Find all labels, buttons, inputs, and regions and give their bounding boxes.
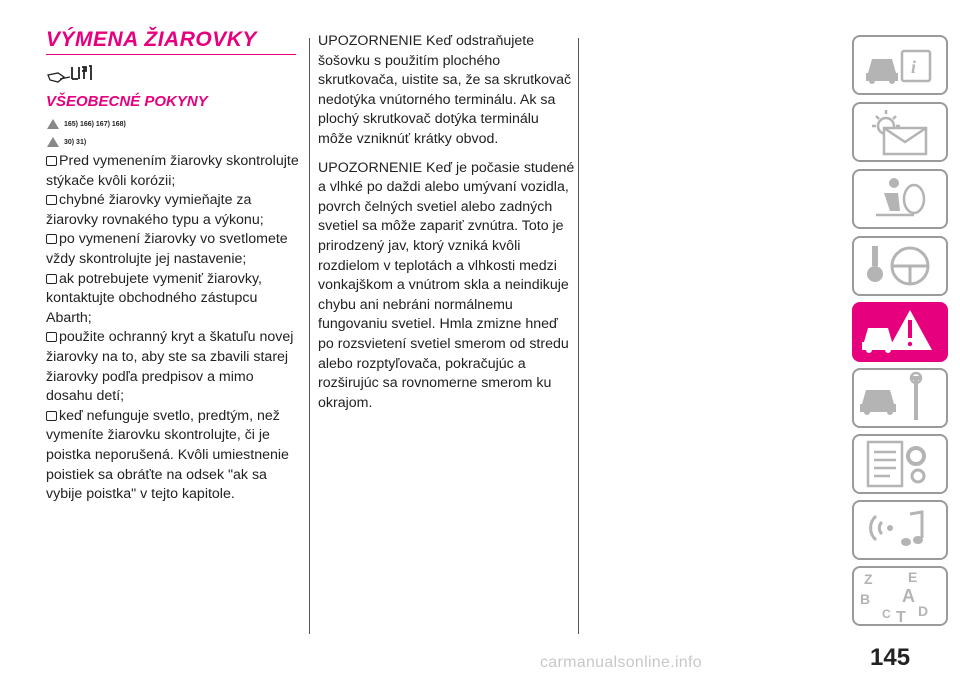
list-item: použite ochranný kryt a škatuľu novej žiarovky na to, aby ste sa zbavili starej žiarovky podľa predpisov a mimo dosahu detí;	[46, 329, 294, 405]
notice-paragraph: UPOZORNENIE Keď odstraňujete šošovku s použitím plochého skrutkovača, uistite sa, že sa skrutkovač nedotýka vnútorného terminálu. Ak sa plochý skrutkovač dotýka terminálu môže vzniknúť krátky obvod.	[318, 33, 572, 147]
svg-text:i: i	[911, 57, 917, 77]
index-letter: C	[882, 607, 891, 621]
tab-technical-data[interactable]	[852, 434, 948, 494]
car-maintenance-icon	[854, 370, 946, 426]
list-item: ak potrebujete vymeniť žiarovky, kontaktujte obchodného zástupcu Abarth;	[46, 270, 262, 326]
tab-warning-lights[interactable]	[852, 102, 948, 162]
column-divider	[309, 38, 310, 634]
caution-refs: 30) 31)	[64, 138, 87, 146]
index-letter: D	[918, 603, 929, 619]
right-column	[318, 32, 576, 422]
car-emergency-icon	[854, 304, 946, 360]
tab-in-an-emergency[interactable]	[852, 302, 948, 362]
key-steering-icon	[854, 238, 946, 294]
warning-triangle-icon	[46, 118, 60, 130]
alphabetical-index-icon	[854, 568, 946, 624]
checkbox-bullet-icon	[46, 234, 57, 244]
notice-paragraph: UPOZORNENIE Keď je počasie studené a vlhké po daždi alebo umývaní vozidla, povrch čelných svetiel alebo zadných svetiel sa môže zapariť zvnútra. Toto je prirodzený jav, ktorý vzniká kvôli rozdielom v teplotách a vlhkosti medzi vonkajškom a vnútrom skla a neindikuje chybu ani nebráni normálnemu fungovaniu svetiel. Hmla zmizne hneď po rozsvietení svetiel smerom od stredu alebo rozptyľovača, pokračujúc a rozširujúc sa rovnomerne smerom ku okrajom.	[318, 159, 575, 411]
index-letter: Z	[864, 571, 873, 587]
checkbox-bullet-icon	[46, 195, 57, 205]
warning-lights-icon	[854, 104, 946, 160]
index-letter: E	[908, 569, 918, 585]
watermark: carmanualsonline.info	[540, 654, 702, 671]
list-item: keď nefunguje svetlo, predtým, než vymeníte žiarovku skontrolujte, či je poistka neporušená. Kvôli umiestnenie poistiek sa obráťte na odsek "ak sa vybije poistka" v tejto kapitole.	[46, 407, 289, 503]
checkbox-bullet-icon	[46, 411, 57, 421]
technical-data-icon	[854, 436, 946, 492]
tab-index[interactable]	[852, 566, 948, 626]
left-column	[46, 28, 302, 505]
index-letter: A	[902, 586, 915, 606]
checkbox-bullet-icon	[46, 156, 57, 166]
tab-multimedia[interactable]	[852, 500, 948, 560]
reference-line	[46, 116, 302, 132]
tools-icon	[46, 63, 302, 85]
list-item: po vymenení žiarovky vo svetlomete vždy skontrolujte jej nastavenie;	[46, 231, 288, 267]
tab-safety[interactable]	[852, 169, 948, 229]
checkbox-bullet-icon	[46, 332, 57, 342]
caution-triangle-icon	[46, 136, 60, 148]
tab-knowing-the-car[interactable]	[852, 35, 948, 95]
checkbox-bullet-icon	[46, 274, 57, 284]
instruction-list	[46, 152, 302, 505]
tab-servicing-care[interactable]	[852, 368, 948, 428]
column-divider	[578, 38, 579, 634]
title-underline	[46, 54, 296, 55]
list-item: Pred vymenením žiarovky skontrolujte stýkače kvôli korózii;	[46, 153, 299, 189]
warning-refs: 165) 166) 167) 168)	[64, 120, 126, 128]
index-letter: B	[860, 591, 871, 607]
tab-starting-driving[interactable]	[852, 236, 948, 296]
list-item: chybné žiarovky vymieňajte za žiarovky rovnakého typu a výkonu;	[46, 192, 264, 228]
section-title: VÝMENA ŽIAROVKY	[46, 28, 257, 51]
airbag-safety-icon	[854, 171, 946, 227]
multimedia-icon	[854, 502, 946, 558]
section-subtitle: VŠEOBECNÉ POKYNY	[46, 93, 208, 110]
reference-line	[46, 134, 302, 150]
page-number: 145	[870, 644, 911, 671]
car-info-icon	[854, 37, 946, 93]
index-letter: T	[896, 609, 906, 624]
